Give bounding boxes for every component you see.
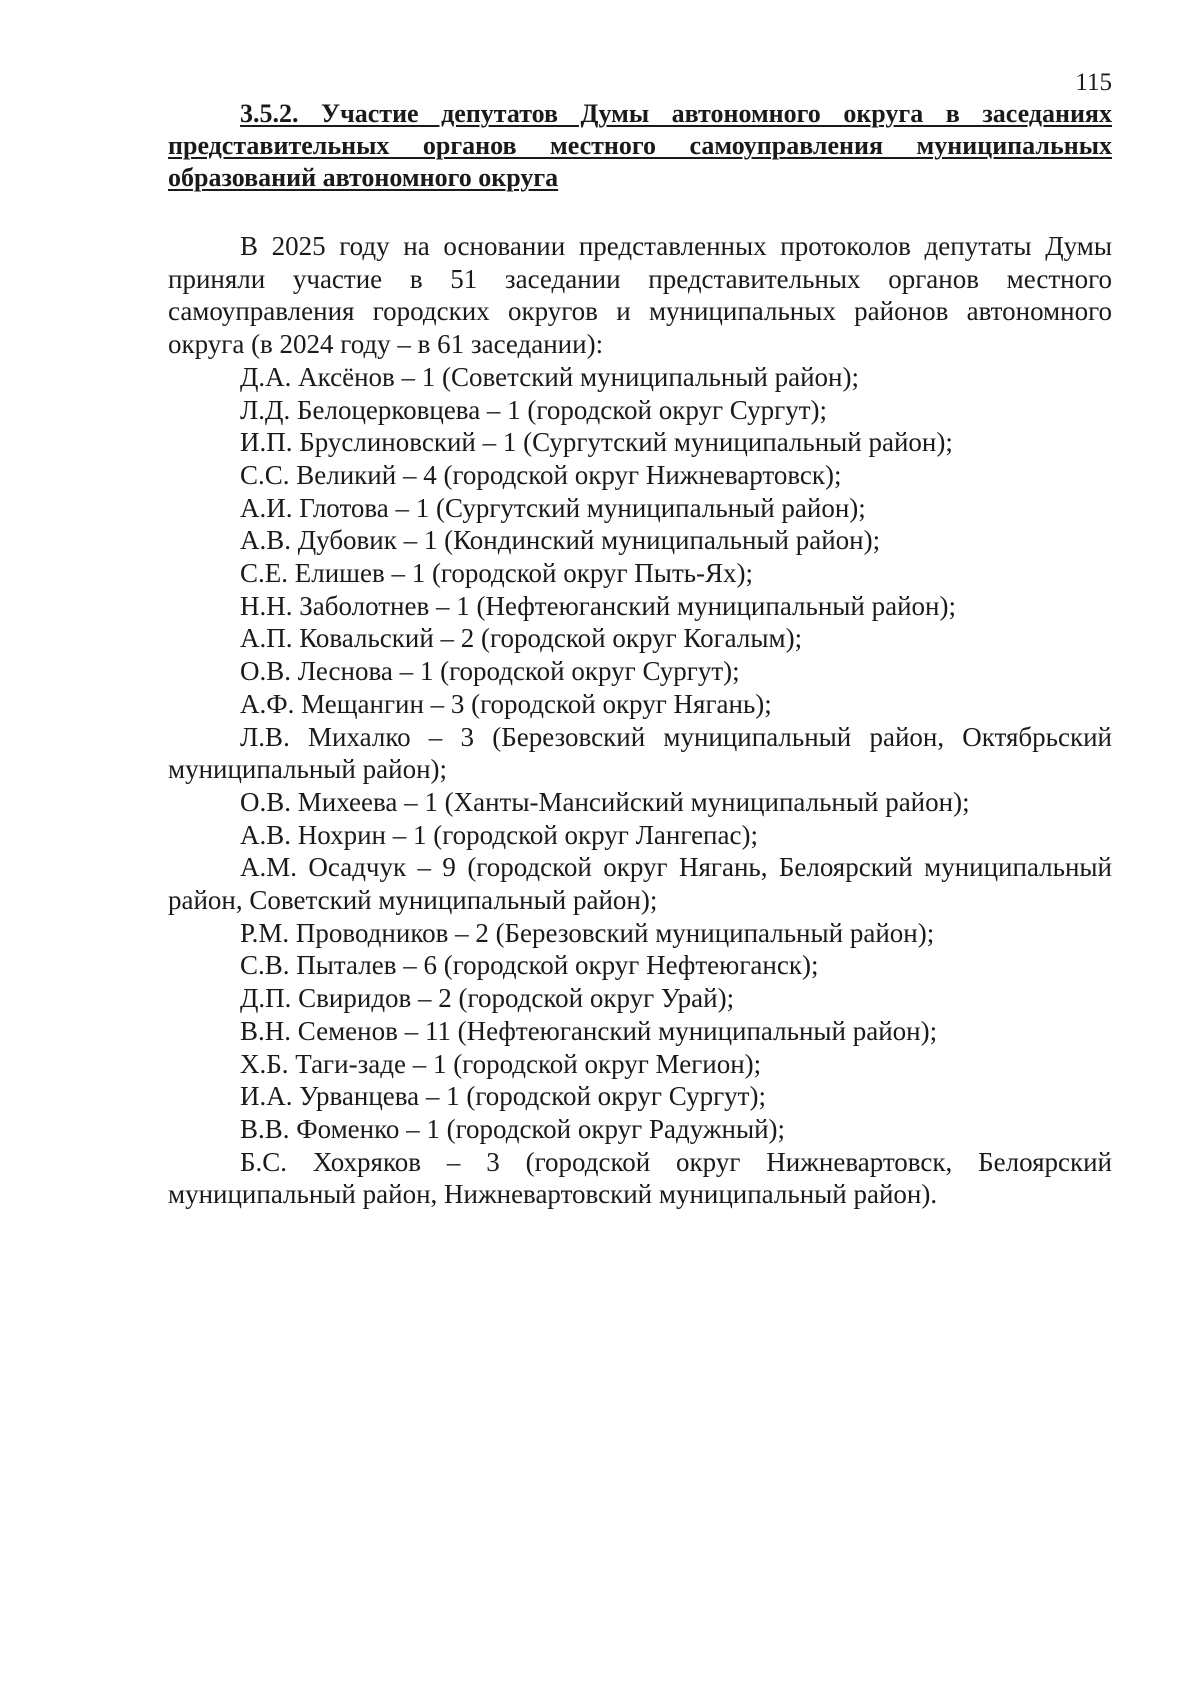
list-item: В.Н. Семенов – 11 (Нефтеюганский муниципальный район);	[240, 1015, 938, 1046]
list-item: А.П. Ковальский – 2 (городской округ Когалым);	[240, 623, 803, 654]
deputies-list	[168, 361, 1112, 1211]
list-item: А.И. Глотова – 1 (Сургутский муниципальный район);	[240, 492, 866, 523]
list-item: Н.Н. Заболотнев – 1 (Нефтеюганский муниципальный район);	[240, 590, 957, 621]
list-item: Р.М. Проводников – 2 (Березовский муниципальный район);	[240, 917, 935, 948]
list-item: С.В. Пыталев – 6 (городской округ Нефтеюганск);	[240, 950, 819, 981]
list-item: А.М. Осадчук – 9 (городской округ Нягань, Белоярский муниципальный район, Советский муниципальный район);	[168, 852, 1112, 916]
section-heading: 3.5.2. Участие депутатов Думы автономного округа в заседаниях представительных органов местного самоуправления муниципальных образований автономного округа	[168, 99, 1112, 192]
list-item: Л.Д. Белоцерковцева – 1 (городской округ Сургут);	[240, 394, 827, 425]
list-item: А.В. Нохрин – 1 (городской округ Лангепас);	[240, 819, 758, 850]
list-item: Л.В. Михалко – 3 (Березовский муниципальный район, Октябрьский муниципальный район);	[168, 721, 1112, 785]
list-item: Х.Б. Таги-заде – 1 (городской округ Мегион);	[240, 1048, 762, 1079]
page-number: 115	[1075, 69, 1112, 96]
intro-paragraph: В 2025 году на основании представленных протоколов депутаты Думы приняли участие в 51 заседании представительных органов местного самоуправления городских округов и муниципальных районов автономного округа (в 2024 году – в 61 заседании):	[168, 231, 1112, 360]
list-item: А.В. Дубовик – 1 (Кондинский муниципальный район);	[240, 525, 881, 556]
list-item: О.В. Михеева – 1 (Ханты-Мансийский муниципальный район);	[240, 786, 970, 817]
list-item: С.Е. Елишев – 1 (городской округ Пыть-Ях);	[240, 558, 754, 589]
list-item: С.С. Великий – 4 (городской округ Нижневартовск);	[240, 459, 842, 490]
list-item: Д.А. Аксёнов – 1 (Советский муниципальный район);	[240, 361, 859, 392]
list-item: Д.П. Свиридов – 2 (городской округ Урай);	[240, 983, 735, 1014]
document-body	[168, 230, 1112, 1211]
list-item: И.А. Урванцева – 1 (городской округ Сургут);	[240, 1081, 766, 1112]
list-item: О.В. Леснова – 1 (городской округ Сургут);	[240, 656, 740, 687]
list-item: В.В. Фоменко – 1 (городской округ Радужный);	[240, 1113, 786, 1144]
list-item: И.П. Бруслиновский – 1 (Сургутский муниципальный район);	[240, 427, 953, 458]
list-item: Б.С. Хохряков – 3 (городской округ Нижневартовск, Белоярский муниципальный район, Нижневартовский муниципальный район).	[168, 1146, 1112, 1210]
list-item: А.Ф. Мещангин – 3 (городской округ Нягань);	[240, 688, 772, 719]
